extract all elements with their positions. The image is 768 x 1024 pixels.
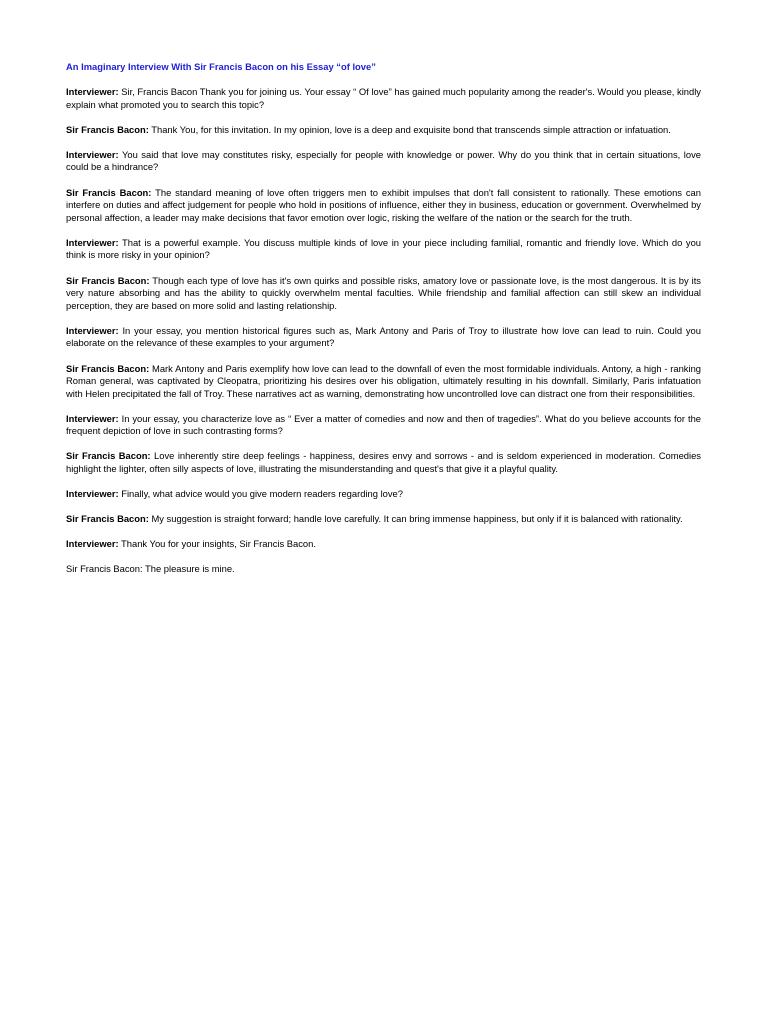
exchange-paragraph bbox=[66, 86, 701, 111]
exchange-paragraph bbox=[66, 325, 701, 350]
speaker-label: Interviewer: bbox=[66, 412, 119, 424]
document-page bbox=[66, 61, 701, 589]
document-title: An Imaginary Interview With Sir Francis Bacon on his Essay “of love” bbox=[66, 61, 376, 72]
speaker-label: Sir Francis Bacon: bbox=[66, 123, 149, 135]
speaker-label: Interviewer: bbox=[66, 236, 119, 248]
speaker-label: Sir Francis Bacon: bbox=[66, 274, 150, 286]
speaker-label: Sir Francis Bacon: bbox=[66, 563, 143, 575]
exchange-text: Finally, what advice would you give modern readers regarding love? bbox=[118, 488, 403, 500]
speaker-label: Sir Francis Bacon: bbox=[66, 186, 152, 198]
exchange-text: Thank You, for this invitation. In my opinion, love is a deep and exquisite bond that transcends simple attraction or infatuation. bbox=[148, 123, 671, 135]
exchange-text: In your essay, you characterize love as “ Ever a matter of comedies and now and then of tragedies”. What do you believe accounts for the frequent depiction of love in such contrasting forms? bbox=[66, 412, 701, 437]
exchange-text: Love inherently stire deep feelings - happiness, desires envy and sorrows - and is seldom experienced in moderation. Comedies highlight the lighter, often silly aspects of love, illustrating the misunderstanding and quest's that give it a playful quality. bbox=[66, 450, 701, 475]
exchange-paragraph bbox=[66, 187, 701, 225]
speaker-label: Interviewer: bbox=[66, 86, 119, 98]
speaker-label: Sir Francis Bacon: bbox=[66, 362, 150, 374]
speaker-label: Interviewer: bbox=[66, 324, 119, 336]
exchange-paragraph bbox=[66, 149, 701, 174]
exchange-paragraph bbox=[66, 413, 701, 438]
exchange-text: Though each type of love has it's own quirks and possible risks, amatory love or passionate love, is the most dangerous. It is by its very nature absorbing and has the ability to quickly overwhelm mental faculties. While friendship and familial affection can still skew an individual perception, they are based on more solid and lasting relationship. bbox=[66, 274, 701, 311]
exchange-text: That is a powerful example. You discuss multiple kinds of love in your piece including familial, romantic and friendly love. Which do you think is more risky in your opinion? bbox=[66, 236, 701, 261]
exchange-paragraph bbox=[66, 237, 701, 262]
speaker-label: Interviewer: bbox=[66, 538, 119, 550]
exchange-text: You said that love may constitutes risky, especially for people with knowledge or power. Why do you think that in certain situations, love could be a hindrance? bbox=[66, 148, 701, 173]
exchange-paragraph bbox=[66, 450, 701, 475]
exchange-text: Thank You for your insights, Sir Francis Bacon. bbox=[118, 538, 316, 550]
exchange-paragraph bbox=[66, 363, 701, 401]
exchange-paragraph bbox=[66, 488, 701, 501]
exchange-text: The standard meaning of love often triggers men to exhibit impulses that don't fall consistent to rationally. These emotions can interfere on duties and affect judgement for people who hold in positions of influence, either they in business, education or government. Overwhelmed by personal affection, a leader may make decisions that favor emotion over logic, risking the welfare of the nation or the search for the truth. bbox=[66, 186, 701, 223]
exchange-paragraph bbox=[66, 275, 701, 313]
exchange-paragraph bbox=[66, 124, 701, 137]
speaker-label: Interviewer: bbox=[66, 488, 119, 500]
exchange-paragraph bbox=[66, 538, 701, 551]
speaker-label: Sir Francis Bacon: bbox=[66, 513, 149, 525]
speaker-label: Interviewer: bbox=[66, 148, 119, 160]
closing-paragraph bbox=[66, 563, 701, 576]
exchange-text: In your essay, you mention historical figures such as, Mark Antony and Paris of Troy to illustrate how love can lead to ruin. Could you elaborate on the relevance of these examples to your argument? bbox=[66, 324, 701, 349]
exchange-text: Sir, Francis Bacon Thank you for joining us. Your essay “ Of love” has gained much popularity among the reader's. Would you please, kindly explain what promoted you to search this topic? bbox=[66, 86, 701, 110]
exchange-text: My suggestion is straight forward; handle love carefully. It can bring immense happiness, but only if it is balanced with rationality. bbox=[148, 513, 683, 525]
exchange-text: The pleasure is mine. bbox=[142, 563, 235, 575]
exchange-paragraph bbox=[66, 513, 701, 526]
speaker-label: Sir Francis Bacon: bbox=[66, 450, 151, 462]
exchange-text: Mark Antony and Paris exemplify how love can lead to the downfall of even the most formidable individuals. Antony, a high - ranking Roman general, was captivated by Cleopatra, prioritizing his desires over his obligation, ultimately resulting in his downfall. Similarly, Paris infatuation with Helen precipitated the fall of Troy. These narratives act as warning, demonstrating how uncontrolled love can distract one from their responsibilities. bbox=[66, 362, 701, 399]
